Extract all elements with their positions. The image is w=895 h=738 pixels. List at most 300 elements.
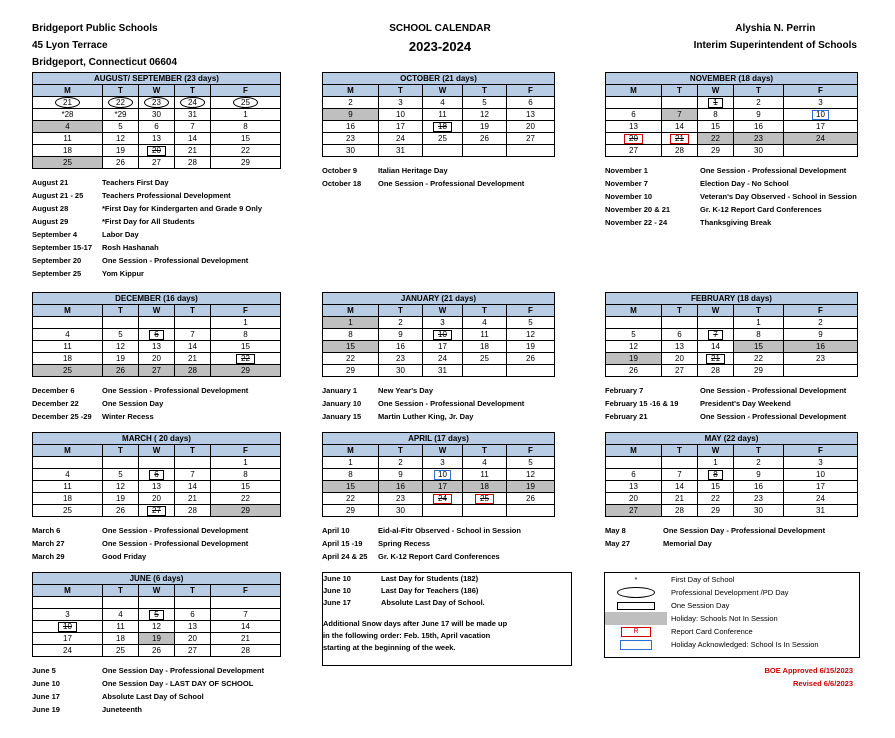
event-description: New Year's Day	[378, 386, 434, 395]
event-date: August 29	[32, 217, 69, 226]
day-cell: 6	[606, 469, 662, 481]
day-cell: 1	[211, 109, 281, 121]
day-cell: 16	[323, 121, 379, 133]
weekday-header: F	[211, 85, 281, 97]
event-date: December 22	[32, 399, 79, 408]
ribbon-icon	[620, 640, 652, 650]
one-session-marker: 6	[149, 330, 163, 340]
day-cell	[139, 145, 175, 157]
month-table	[322, 432, 555, 517]
pd-day-marker: 24	[180, 97, 205, 108]
day-cell: 26	[103, 365, 139, 377]
day-cell: 13	[175, 621, 211, 633]
day-cell	[33, 597, 103, 609]
event-description: One Session - Professional Development	[378, 399, 525, 408]
weekday-header: F	[507, 445, 555, 457]
weekday-header: T	[175, 85, 211, 97]
weekday-header: F	[507, 305, 555, 317]
day-cell: 7	[175, 121, 211, 133]
weekday-header: M	[323, 85, 379, 97]
event-date: September 15-17	[32, 243, 93, 252]
day-cell: 18	[33, 353, 103, 365]
month-events	[605, 384, 846, 423]
weekday-header: M	[323, 305, 379, 317]
day-cell	[423, 145, 463, 157]
day-cell: 22	[323, 353, 379, 365]
day-cell: 19	[463, 121, 507, 133]
pd-day-marker: 23	[144, 97, 169, 108]
month-events	[32, 384, 248, 423]
june-info-date: June 17	[323, 598, 351, 607]
event-date: November 20 & 21	[605, 205, 671, 214]
month-table	[322, 72, 555, 157]
legend-symbol	[605, 602, 667, 610]
day-cell: 16	[784, 341, 858, 353]
event-date: October 18	[322, 179, 362, 188]
day-cell: 22	[698, 493, 734, 505]
day-cell	[139, 97, 175, 109]
day-cell: 12	[103, 133, 139, 145]
day-cell	[175, 597, 211, 609]
legend	[604, 572, 860, 658]
one-session-marker: 18	[433, 122, 452, 132]
oval-icon	[617, 587, 655, 598]
day-cell: 15	[211, 133, 281, 145]
day-cell: 18	[103, 633, 139, 645]
event-description: Juneteenth	[102, 705, 143, 714]
weekday-header: T	[175, 585, 211, 597]
day-cell: 22	[734, 353, 784, 365]
day-cell: 24	[784, 133, 858, 145]
event-description: *First Day for All Students	[102, 217, 195, 226]
weekday-header: W	[139, 585, 175, 597]
event-description: One Session - Professional Development	[102, 256, 249, 265]
month-title: NOVEMBER (18 days)	[606, 73, 858, 85]
day-cell	[423, 505, 463, 517]
day-cell: 2	[379, 317, 423, 329]
one-session-marker: 6	[149, 470, 163, 480]
day-cell: 1	[211, 457, 281, 469]
day-cell: 9	[379, 469, 423, 481]
day-cell: 29	[734, 365, 784, 377]
weekday-header: M	[606, 85, 662, 97]
day-cell: 2	[379, 457, 423, 469]
day-cell	[139, 609, 175, 621]
day-cell: 9	[379, 329, 423, 341]
day-cell: 20	[606, 493, 662, 505]
day-cell: 9	[784, 329, 858, 341]
day-cell: 20	[139, 493, 175, 505]
june-info-date: June 10	[323, 586, 351, 595]
legend-symbol	[605, 627, 667, 637]
event-description: Election Day - No School	[700, 179, 789, 188]
event-date: March 6	[32, 526, 61, 535]
event-row	[32, 677, 264, 690]
day-cell: 25	[33, 365, 103, 377]
day-cell: 5	[463, 97, 507, 109]
snow-note-line: Additional Snow days after June 17 will be made up	[323, 619, 508, 628]
day-cell: 21	[175, 145, 211, 157]
event-row	[32, 410, 248, 423]
day-cell: 1	[323, 317, 379, 329]
day-cell: 6	[507, 97, 555, 109]
event-row	[605, 190, 857, 203]
event-description: One Session - Professional Development	[700, 166, 847, 175]
day-cell: 8	[323, 329, 379, 341]
day-cell: 26	[103, 157, 139, 169]
weekday-header: W	[423, 85, 463, 97]
event-row	[32, 703, 264, 716]
calendar-title-block	[340, 20, 540, 57]
event-date: February 7	[605, 386, 644, 395]
day-cell: 27	[139, 365, 175, 377]
legend-label: One Session Day	[671, 601, 730, 610]
day-cell	[423, 329, 463, 341]
event-description: Eid-al-Fitr Observed - School in Session	[378, 526, 521, 535]
day-cell	[139, 469, 175, 481]
day-cell	[698, 353, 734, 365]
day-cell: 29	[323, 505, 379, 517]
day-cell: 23	[379, 493, 423, 505]
one-session-marker: 8	[708, 470, 722, 480]
event-date: November 10	[605, 192, 653, 201]
event-date: November 1	[605, 166, 648, 175]
event-row	[32, 524, 248, 537]
event-description: Teachers First Day	[102, 178, 169, 187]
day-cell: 11	[33, 341, 103, 353]
day-cell: 13	[606, 121, 662, 133]
event-description: Rosh Hashanah	[102, 243, 159, 252]
day-cell	[175, 97, 211, 109]
event-description: Labor Day	[102, 230, 139, 239]
day-cell: 6	[139, 121, 175, 133]
day-cell: 19	[103, 493, 139, 505]
day-cell: 28	[175, 365, 211, 377]
day-cell: 28	[175, 505, 211, 517]
event-row	[32, 215, 262, 228]
day-cell: 19	[103, 353, 139, 365]
event-row	[322, 537, 521, 550]
report-card-marker: 25	[475, 494, 494, 504]
event-row	[605, 216, 857, 229]
event-row	[32, 176, 262, 189]
legend-list	[605, 573, 859, 651]
event-description: Good Friday	[102, 552, 147, 561]
event-date: June 19	[32, 705, 60, 714]
legend-item	[605, 638, 859, 651]
day-cell: 28	[698, 365, 734, 377]
day-cell: 31	[784, 505, 858, 517]
day-cell: 5	[606, 329, 662, 341]
day-cell: 22	[323, 493, 379, 505]
day-cell	[211, 597, 281, 609]
day-cell: 18	[463, 341, 507, 353]
day-cell: 27	[139, 157, 175, 169]
legend-item	[605, 612, 859, 625]
day-cell: 3	[784, 97, 858, 109]
day-cell: 28	[211, 645, 281, 657]
day-cell: 30	[323, 145, 379, 157]
day-cell: 4	[33, 469, 103, 481]
day-cell: 14	[698, 341, 734, 353]
report-card-marker: 21	[670, 134, 689, 144]
day-cell: 19	[507, 341, 555, 353]
day-cell: 23	[784, 353, 858, 365]
day-cell	[139, 597, 175, 609]
event-date: June 17	[32, 692, 60, 701]
month-title: AUGUST/ SEPTEMBER (23 days)	[33, 73, 281, 85]
event-description: Veteran's Day Observed - School in Session	[700, 192, 857, 201]
day-cell: 30	[139, 109, 175, 121]
snow-days-note	[323, 618, 571, 654]
weekday-header: M	[33, 85, 103, 97]
event-row	[322, 177, 524, 190]
event-row	[32, 202, 262, 215]
day-cell	[103, 97, 139, 109]
event-row	[32, 267, 262, 280]
day-cell: 5	[507, 317, 555, 329]
event-row	[605, 384, 846, 397]
one-session-marker: 20	[147, 146, 166, 156]
event-date: October 9	[322, 166, 358, 175]
day-cell: 29	[211, 365, 281, 377]
weekday-header: M	[606, 305, 662, 317]
event-date: March 27	[32, 539, 65, 548]
day-cell: 4	[103, 609, 139, 621]
event-date: May 27	[605, 539, 631, 548]
day-cell: 21	[211, 633, 281, 645]
month-table	[322, 292, 555, 377]
day-cell: 23	[379, 353, 423, 365]
day-cell: 16	[379, 341, 423, 353]
legend-symbol	[605, 640, 667, 650]
day-cell	[606, 97, 662, 109]
day-cell	[662, 97, 698, 109]
rectangle-icon	[617, 602, 655, 610]
day-cell: 16	[379, 481, 423, 493]
month-events	[605, 524, 825, 550]
day-cell: 20	[662, 353, 698, 365]
day-cell: 29	[698, 145, 734, 157]
event-description: Spring Recess	[378, 539, 431, 548]
event-date: September 25	[32, 269, 82, 278]
day-cell: 17	[33, 633, 103, 645]
day-cell	[507, 505, 555, 517]
day-cell: 8	[734, 329, 784, 341]
day-cell	[423, 121, 463, 133]
weekday-header: W	[698, 445, 734, 457]
event-row	[605, 203, 857, 216]
legend-symbol	[605, 573, 667, 586]
event-date: November 7	[605, 179, 648, 188]
event-date: August 21 - 25	[32, 191, 84, 200]
month-title: OCTOBER (21 days)	[323, 73, 555, 85]
weekday-header: T	[463, 85, 507, 97]
superintendent-name: Alyshia N. Perrin	[735, 23, 816, 34]
weekday-header: T	[103, 85, 139, 97]
day-cell: 8	[211, 329, 281, 341]
weekday-header: T	[463, 445, 507, 457]
event-date: November 22 - 24	[605, 218, 668, 227]
day-cell: 26	[507, 493, 555, 505]
day-cell: 13	[662, 341, 698, 353]
event-description: Teachers Professional Development	[102, 191, 231, 200]
day-cell	[606, 133, 662, 145]
event-date: April 10	[322, 526, 350, 535]
day-cell: 12	[103, 481, 139, 493]
event-description: Winter Recess	[102, 412, 154, 421]
event-description: President's Day Weekend	[700, 399, 791, 408]
day-cell: 27	[662, 365, 698, 377]
pd-day-marker: 22	[108, 97, 133, 108]
weekday-header: F	[211, 445, 281, 457]
day-cell: 17	[423, 341, 463, 353]
event-row	[32, 550, 248, 563]
event-description: Yom Kippur	[102, 269, 144, 278]
june-info-text: Last Day for Students (182)	[381, 574, 479, 583]
legend-label: First Day of School	[671, 575, 735, 584]
day-cell: 7	[175, 469, 211, 481]
month-title: MARCH ( 20 days)	[33, 433, 281, 445]
day-cell	[33, 317, 103, 329]
day-cell: 12	[507, 329, 555, 341]
event-description: One Session Day	[102, 399, 164, 408]
school-year: 2023-2024	[408, 39, 472, 54]
weekday-header: W	[698, 85, 734, 97]
report-card-marker: 20	[624, 134, 643, 144]
weekday-header: W	[139, 85, 175, 97]
one-session-marker: 7	[708, 330, 722, 340]
legend-symbol	[605, 587, 667, 598]
day-cell: 13	[139, 133, 175, 145]
day-cell: 21	[175, 493, 211, 505]
event-description: One Session - Professional Development	[378, 179, 525, 188]
day-cell: 6	[606, 109, 662, 121]
day-cell: 27	[606, 145, 662, 157]
day-cell: 26	[103, 505, 139, 517]
event-row	[605, 397, 846, 410]
day-cell: 25	[423, 133, 463, 145]
day-cell	[33, 621, 103, 633]
day-cell: 4	[423, 97, 463, 109]
day-cell: 25	[33, 505, 103, 517]
day-cell: 8	[211, 121, 281, 133]
day-cell: 11	[463, 329, 507, 341]
day-cell: 21	[662, 493, 698, 505]
day-cell	[698, 329, 734, 341]
report-card-marker: 24	[433, 494, 452, 504]
day-cell: *28	[33, 109, 103, 121]
snow-note-line: starting at the beginning of the week.	[323, 643, 456, 652]
weekday-header: W	[423, 445, 463, 457]
day-cell: 7	[662, 109, 698, 121]
month-events	[32, 524, 248, 563]
event-row	[32, 254, 262, 267]
day-cell: 18	[33, 145, 103, 157]
day-cell	[423, 493, 463, 505]
event-date: April 15 -19	[322, 539, 363, 548]
district-header	[32, 20, 177, 71]
event-date: March 29	[32, 552, 65, 561]
day-cell: 11	[423, 109, 463, 121]
day-cell: 18	[33, 493, 103, 505]
day-cell	[606, 317, 662, 329]
legend-item	[605, 625, 859, 638]
day-cell: 9	[734, 469, 784, 481]
day-cell: 3	[423, 457, 463, 469]
day-cell: 26	[606, 365, 662, 377]
day-cell: 23	[734, 133, 784, 145]
day-cell: 29	[323, 365, 379, 377]
weekday-header: M	[606, 445, 662, 457]
district-street: 45 Lyon Terrace	[32, 40, 108, 51]
day-cell: 14	[175, 481, 211, 493]
event-date: February 15 -16 & 19	[605, 399, 679, 408]
day-cell	[698, 317, 734, 329]
weekday-header: T	[103, 445, 139, 457]
day-cell: 14	[175, 341, 211, 353]
weekday-header: T	[175, 305, 211, 317]
event-description: One Session Day - LAST DAY OF SCHOOL	[102, 679, 254, 688]
day-cell: 31	[379, 145, 423, 157]
legend-item	[605, 599, 859, 612]
weekday-header: W	[139, 305, 175, 317]
event-description: *First Day for Kindergarten and Grade 9 Only	[102, 204, 263, 213]
day-cell: 17	[784, 121, 858, 133]
day-cell: 8	[698, 109, 734, 121]
month-title: JANUARY (21 days)	[323, 293, 555, 305]
one-session-marker: 27	[147, 506, 166, 516]
day-cell: 24	[423, 353, 463, 365]
weekday-header: T	[379, 305, 423, 317]
day-cell: 24	[33, 645, 103, 657]
snow-note-line: in the following order: Feb. 15th, April vacation	[323, 631, 491, 640]
weekday-header: T	[463, 305, 507, 317]
day-cell	[103, 457, 139, 469]
legend-label: Holiday Acknowledged: School Is In Session	[671, 640, 819, 649]
day-cell	[784, 365, 858, 377]
event-date: August 21	[32, 178, 69, 187]
event-date: January 15	[322, 412, 362, 421]
day-cell: 29	[211, 505, 281, 517]
day-cell: 30	[734, 145, 784, 157]
day-cell: 3	[33, 609, 103, 621]
one-session-marker: 1	[708, 98, 722, 108]
event-description: One Session - Professional Development	[700, 412, 847, 421]
weekday-header: M	[33, 305, 103, 317]
day-cell: 3	[784, 457, 858, 469]
weekday-header: T	[662, 305, 698, 317]
day-cell: 12	[139, 621, 175, 633]
day-cell	[463, 493, 507, 505]
event-row	[32, 189, 262, 202]
month-table	[32, 292, 281, 377]
day-cell: 12	[507, 469, 555, 481]
legend-item	[605, 573, 859, 586]
day-cell: 16	[734, 121, 784, 133]
day-cell	[175, 317, 211, 329]
event-description: Gr. K-12 Report Card Conferences	[378, 552, 500, 561]
event-description: Italian Heritage Day	[378, 166, 448, 175]
day-cell: 14	[662, 481, 698, 493]
day-cell: 4	[33, 329, 103, 341]
day-cell: 27	[606, 505, 662, 517]
weekday-header: F	[507, 85, 555, 97]
month-events	[32, 176, 262, 280]
day-cell: 4	[463, 317, 507, 329]
weekday-header: M	[33, 585, 103, 597]
day-cell	[139, 329, 175, 341]
